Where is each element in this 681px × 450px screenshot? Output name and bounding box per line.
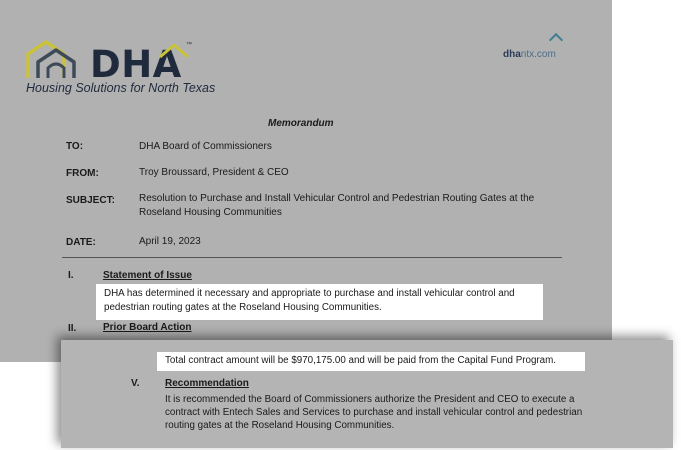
divider-line xyxy=(62,257,562,258)
subject-label: SUBJECT: xyxy=(66,195,115,206)
section-2-number: II. xyxy=(68,323,77,334)
from-label: FROM: xyxy=(66,168,99,179)
date-label: DATE: xyxy=(66,237,96,248)
website-bold: dha xyxy=(503,49,521,60)
to-value: DHA Board of Commissioners xyxy=(139,141,272,152)
website-link[interactable] xyxy=(503,49,556,60)
memo-title: Memorandum xyxy=(268,118,334,129)
logo-tagline: Housing Solutions for North Texas xyxy=(26,81,216,95)
logo-wordmark: DHA xyxy=(90,43,182,86)
date-value: April 19, 2023 xyxy=(139,236,201,247)
section-5-heading: Recommendation xyxy=(165,378,249,389)
from-value: Troy Broussard, President & CEO xyxy=(139,167,289,178)
chevron-up-icon xyxy=(549,33,563,47)
logo-accent-icon xyxy=(159,44,189,58)
highlighted-contract-amount: Total contract amount will be $970,175.00 and will be paid from the Capital Fund Program. xyxy=(157,352,585,371)
house-icon xyxy=(26,38,90,80)
section-1-heading: Statement of Issue xyxy=(103,270,192,281)
section-1-number: I. xyxy=(68,270,74,281)
website-rest: ntx.com xyxy=(520,49,556,60)
excerpt-page xyxy=(61,340,673,448)
highlighted-statement: DHA has determined it necessary and appropriate to purchase and install vehicular control and pedestrian routing gates at the Roseland Housing Communities. xyxy=(96,284,543,320)
section-5-number: V. xyxy=(131,378,140,389)
section-2-heading: Prior Board Action xyxy=(103,322,192,333)
trademark-symbol: ™ xyxy=(186,42,192,48)
dha-logo xyxy=(26,38,192,86)
subject-value: Resolution to Purchase and Install Vehicular Control and Pedestrian Routing Gates at the Roseland Housing Communities xyxy=(139,193,535,218)
section-5-body: It is recommended the Board of Commissioners authorize the President and CEO to execute a contract with Entech Sales and Services to purchase and install vehicular control and pedestrian routing gates at the Roseland Housing Communities. xyxy=(165,394,583,431)
to-label: TO: xyxy=(66,141,84,152)
